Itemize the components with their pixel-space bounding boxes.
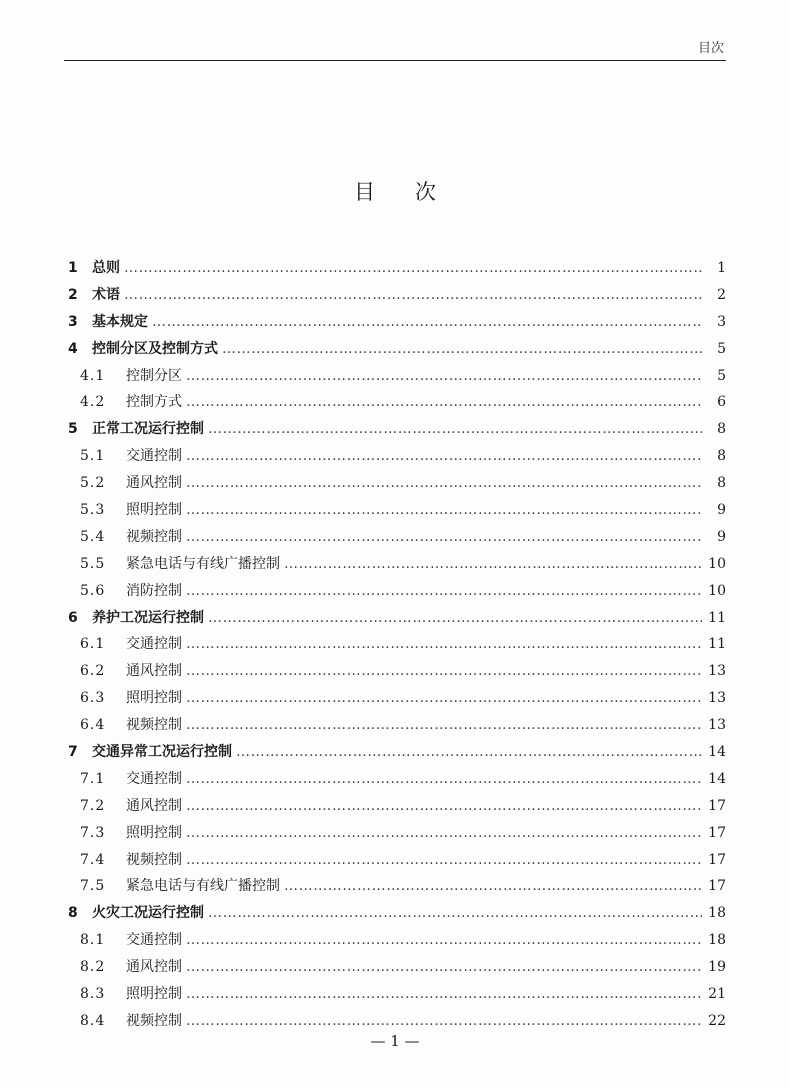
toc-entry-number: 7.5 [80,878,106,895]
toc-leader-dots [186,954,702,981]
toc-entry-number: 8.2 [80,959,106,976]
toc-leader-dots [236,739,702,766]
toc-leader-dots [284,551,702,578]
toc-entry-title: 紧急电话与有线广播控制 [126,878,280,895]
toc-entry[interactable] [64,927,726,954]
toc-entry-number: 4.1 [80,367,106,384]
toc-entry-title: 交通控制 [126,448,182,465]
toc-entry[interactable] [64,578,726,605]
toc-entry-page: 2 [717,286,726,303]
toc-entry[interactable] [64,873,726,900]
toc-entry-number: 7.3 [80,824,106,841]
toc-entry-page: 18 [708,905,726,922]
toc-entry-number: 5.6 [80,582,106,599]
toc-leader-dots [208,605,702,632]
toc-entry[interactable] [64,282,726,309]
toc-leader-dots [186,685,702,712]
toc-entry-title: 通风控制 [126,797,182,814]
toc-entry-page: 11 [708,636,726,653]
toc-entry-title: 控制分区 [126,367,182,384]
toc-entry-page: 22 [708,1012,726,1029]
toc-entry-number: 7.2 [80,797,106,814]
running-header: 目次 [697,41,724,56]
toc-entry-page: 13 [708,690,726,707]
toc-entry[interactable] [64,443,726,470]
toc-leader-dots [186,578,702,605]
toc-entry[interactable] [64,416,726,443]
toc-entry-title: 交通控制 [126,770,182,787]
toc-entry-number: 6.1 [80,636,106,653]
page-number: — 1 — [370,1032,420,1050]
toc-entry-title: 正常工况运行控制 [92,421,204,438]
toc-entry-title: 控制方式 [126,394,182,411]
toc-entry-title: 通风控制 [126,663,182,680]
toc-entry-title: 视频控制 [126,528,182,545]
toc-entry-number: 4.2 [80,394,106,411]
toc-entry-page: 13 [708,663,726,680]
toc-entry-title: 交通控制 [126,932,182,949]
toc-entry-page: 14 [708,744,726,761]
toc-entry-title: 视频控制 [126,1012,182,1029]
toc-entry[interactable] [64,793,726,820]
toc-entry-page: 5 [717,340,726,357]
toc-leader-dots [186,363,702,390]
toc-entry-title: 火灾工况运行控制 [92,905,204,922]
toc-leader-dots [186,793,702,820]
toc-entry-page: 10 [708,582,726,599]
toc-leader-dots [222,336,702,363]
toc-entry[interactable] [64,847,726,874]
toc-entry[interactable] [64,551,726,578]
toc-leader-dots [186,820,702,847]
toc-entry-number: 7.1 [80,770,106,787]
table-of-contents [64,255,726,1035]
toc-entry-number: 1 [68,260,78,276]
toc-entry-page: 8 [717,421,726,438]
toc-entry-number: 8.4 [80,1012,106,1029]
toc-entry-page: 11 [708,609,726,626]
toc-entry-title: 通风控制 [126,475,182,492]
toc-entry-page: 18 [708,932,726,949]
toc-entry-title: 照明控制 [126,502,182,519]
toc-entry[interactable] [64,981,726,1008]
toc-entry-number: 5.2 [80,475,106,492]
toc-entry-number: 7.4 [80,851,106,868]
toc-entry-page: 17 [708,797,726,814]
toc-entry-title: 照明控制 [126,690,182,707]
toc-entry-title: 基本规定 [92,313,148,330]
toc-entry[interactable] [64,658,726,685]
toc-entry-page: 13 [708,717,726,734]
toc-entry-page: 5 [717,367,726,384]
toc-leader-dots [208,900,702,927]
toc-entry-title: 术语 [92,286,120,303]
toc-entry[interactable] [64,1008,726,1035]
toc-leader-dots [186,443,702,470]
toc-entry-page: 6 [717,394,726,411]
toc-entry-page: 3 [717,313,726,330]
toc-leader-dots [284,873,702,900]
toc-entry[interactable] [64,712,726,739]
toc-entry[interactable] [64,739,726,766]
toc-entry-number: 3 [68,313,78,330]
toc-entry-number: 6.2 [80,663,106,680]
toc-entry-page: 17 [708,824,726,841]
header-rule [64,60,726,61]
toc-entry-number: 6.3 [80,690,106,707]
page-title: 目次 [354,180,476,204]
toc-entry-title: 视频控制 [126,717,182,734]
toc-entry[interactable] [64,255,726,282]
toc-entry-title: 紧急电话与有线广播控制 [126,555,280,572]
toc-entry-page: 19 [708,959,726,976]
toc-leader-dots [186,631,702,658]
toc-entry-title: 消防控制 [126,582,182,599]
toc-entry-number: 5.3 [80,502,106,519]
toc-entry[interactable] [64,766,726,793]
toc-entry[interactable] [64,524,726,551]
toc-entry-title: 总则 [92,260,120,276]
toc-entry-number: 5 [68,421,78,438]
toc-entry-page: 8 [717,448,726,465]
toc-leader-dots [186,389,702,416]
toc-entry-page: 14 [708,770,726,787]
toc-leader-dots [124,282,702,309]
toc-entry-page: 9 [717,528,726,545]
toc-entry-title: 照明控制 [126,824,182,841]
toc-leader-dots [186,981,702,1008]
toc-entry-number: 5.4 [80,528,106,545]
toc-entry-page: 8 [717,475,726,492]
toc-entry-number: 8.1 [80,932,106,949]
toc-entry-title: 通风控制 [126,959,182,976]
toc-entry-number: 5.5 [80,555,106,572]
toc-leader-dots [208,416,702,443]
toc-entry-title: 交通异常工况运行控制 [92,744,232,761]
toc-leader-dots [124,255,702,282]
toc-entry[interactable] [64,470,726,497]
toc-leader-dots [186,524,702,551]
toc-entry-page: 9 [717,502,726,519]
toc-entry-number: 2 [68,286,78,303]
toc-entry[interactable] [64,497,726,524]
toc-entry-page: 1 [717,260,726,276]
toc-leader-dots [186,766,702,793]
toc-entry[interactable] [64,309,726,336]
toc-entry-page: 10 [708,555,726,572]
toc-entry[interactable] [64,820,726,847]
toc-entry-number: 7 [68,744,78,761]
toc-entry-page: 21 [708,986,726,1003]
toc-leader-dots [186,847,702,874]
toc-entry-number: 8.3 [80,986,106,1003]
toc-entry-number: 4 [68,340,78,357]
toc-leader-dots [186,927,702,954]
toc-entry-title: 养护工况运行控制 [92,609,204,626]
toc-leader-dots [186,1008,702,1035]
toc-entry-number: 8 [68,905,78,922]
toc-leader-dots [152,309,702,336]
toc-entry-number: 6 [68,609,78,626]
toc-leader-dots [186,470,702,497]
toc-entry[interactable] [64,605,726,632]
toc-entry-title: 照明控制 [126,986,182,1003]
toc-entry[interactable] [64,631,726,658]
toc-entry[interactable] [64,336,726,363]
toc-entry[interactable] [64,389,726,416]
toc-entry-page: 17 [708,851,726,868]
toc-entry[interactable] [64,685,726,712]
toc-entry-title: 交通控制 [126,636,182,653]
toc-leader-dots [186,712,702,739]
toc-entry[interactable] [64,363,726,390]
toc-entry-number: 6.4 [80,717,106,734]
toc-entry[interactable] [64,900,726,927]
toc-leader-dots [186,658,702,685]
toc-entry-number: 5.1 [80,448,106,465]
toc-entry-title: 控制分区及控制方式 [92,340,218,357]
toc-entry-title: 视频控制 [126,851,182,868]
toc-entry-page: 17 [708,878,726,895]
toc-leader-dots [186,497,702,524]
toc-entry[interactable] [64,954,726,981]
